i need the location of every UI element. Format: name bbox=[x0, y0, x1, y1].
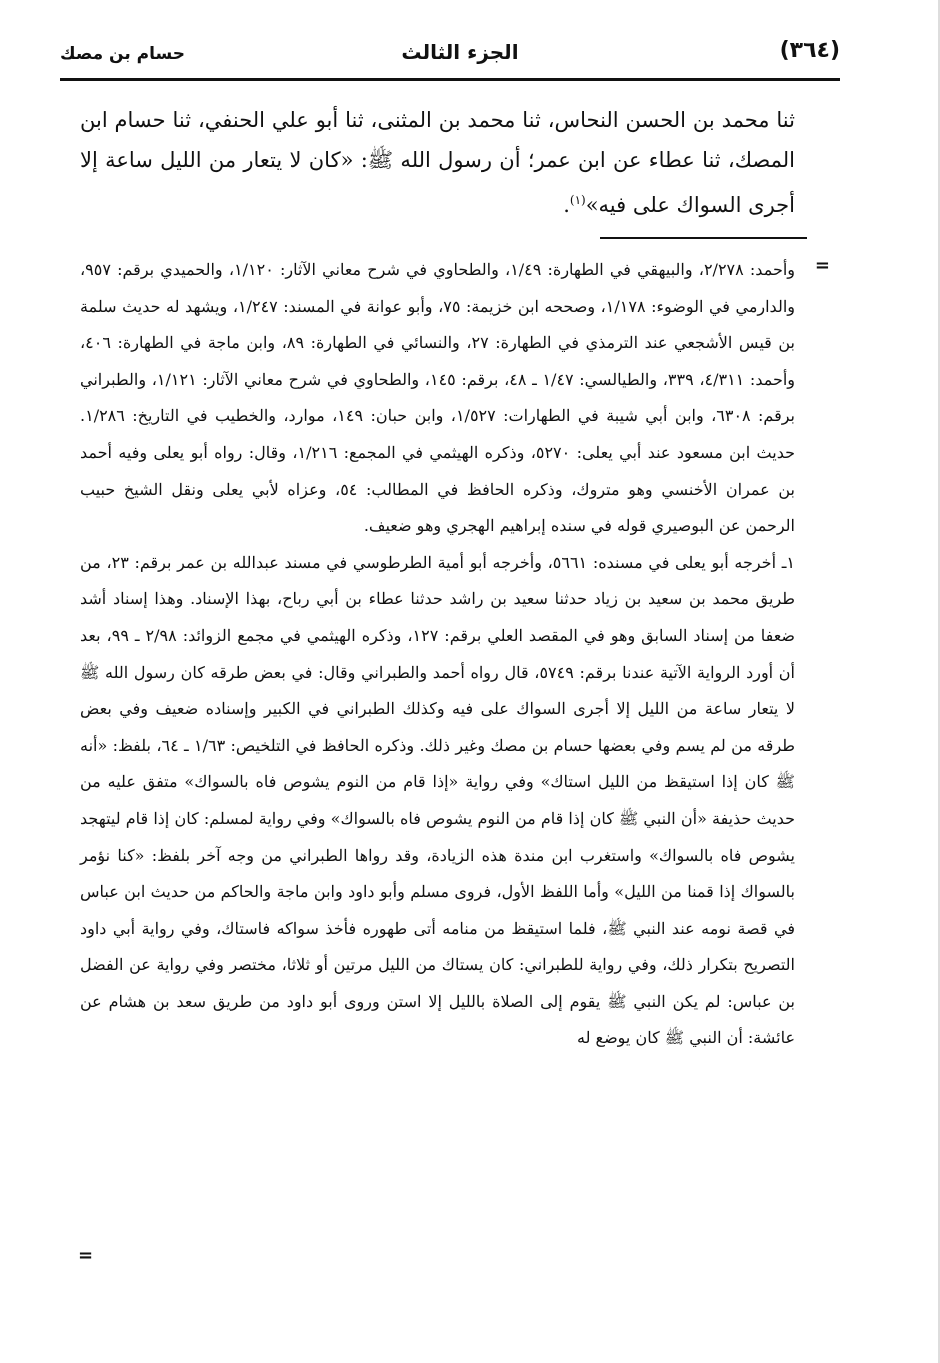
hadith-paragraph: ثنا محمد بن الحسن النحاس، ثنا محمد بن المثنى، ثنا أبو علي الحنفي، ثنا حسام ابن المصك، ثنا عطاء عن ابن عمر؛ أن رسول الله ﷺ: «كان لا يتعار من الليل ساعة إلا أجرى السواك على فيه»$^{(١)}$. bbox=[80, 108, 795, 217]
header-rule bbox=[60, 78, 840, 81]
part-title: الجزء الثالث bbox=[401, 40, 519, 64]
continues-next-page-mark: = bbox=[78, 1245, 94, 1266]
hadith-text: ثنا محمد بن الحسن النحاس، ثنا محمد بن المثنى، ثنا أبو علي الحنفي، ثنا حسام ابن المصك، ثنا عطاء عن ابن عمر؛ أن رسول الله ﷺ: «كان لا يتعار من الليل ساعة إلا أجرى السواك على فيه» bbox=[80, 108, 795, 217]
page-number: (٣٦٤) bbox=[779, 38, 840, 63]
footnote-separator bbox=[600, 237, 807, 239]
footnote-reference: (١) bbox=[569, 193, 586, 207]
footnotes bbox=[80, 252, 795, 1057]
page-header bbox=[60, 38, 840, 74]
footnote-1: ١ـ أخرجه أبو يعلى في مسنده: ٥٦٦١، وأخرجه أبو أمية الطرطوسي في مسند عبدالله بن عمر برقم: ٢٣، من طريق محمد بن سعيد بن زياد حدثنا سعيد بن راشد حدثنا عطاء بن أبي رباح، بهذا الإسناد. وهذا إسناد أشد ضعفا من إسناد السابق وهو في المقصد العلي برقم: ١٢٧، وذكره الهيثمي في مجمع الزوائد: ٢/٩٨ ـ ٩٩، بعد أن أورد الرواية الآتية عندنا برقم: ٥٧٤٩، قال رواه أحمد والطبراني وقال: في بعض طرقه كان رسول الله ﷺ لا يتعار ساعة من الليل إلا أجرى السواك على فيه وكذلك الطبراني في الكبير وإسناده ضعيف وفي بعض طرقه من لم يسم وفي بعضها حسام بن مصك وغير ذلك. وذكره الحافظ في التلخيص: ١/٦٣ ـ ٦٤، بلفظ: «أنه ﷺ كان إذا استيقظ من الليل استاك» وفي رواية «إذا قام من النوم يشوص فاه بالسواك» متفق عليه من حديث حذيفة «أن النبي ﷺ كان إذا قام من النوم يشوص فاه بالسواك» وفي رواية لمسلم: كان إذا قام ليتهجد يشوص فاه بالسواك» واستغرب ابن مندة هذه الزيادة، وقد رواها الطبراني من وجه آخر بلفظ: «كنا نؤمر بالسواك إذا قمنا من الليل» وأما اللفظ الأول، فروى مسلم وأبو داود وابن ماجة والحاكم من حديث ابن عباس في قصة نومه عند النبي ﷺ، فلما استيقظ من منامه أتى طهوره فأخذ سواكه فاستاك، وفي رواية أبي داود التصريح بتكرار ذلك، وفي رواية للطبراني: كان يستاك من الليل مرتين أو ثلاثا، مختصر وفي رواية عن الفضل بن عباس: لم يكن النبي ﷺ يقوم إلى الصلاة بالليل إلا استن وروى أبو داود من طريق سعد بن هشام عن عائشة: أن النبي ﷺ كان يوضع له bbox=[80, 552, 796, 1048]
continuation-mark: = bbox=[814, 255, 830, 276]
continued-footnote: وأحمد: ٢/٢٧٨، والبيهقي في الطهارة: ١/٤٩، والطحاوي في شرح معاني الآثار: ١/١٢٠، والحميدي برقم: ٩٥٧، والدارمي في الوضوء: ١/١٧٨، وصححه ابن خزيمة: ٧٥، وأبو عوانة في المسند: ١/٢٤٧، ويشهد له حديث سلمة بن قيس الأشجعي عند الترمذي في الطهارة: ٢٧، والنسائي في الطهارة: ٨٩، وابن ماجة في الطهارة: ٤٠٦، وأحمد: ٤/٣١١، ٣٣٩، والطيالسي: ١/٤٧ ـ ٤٨، برقم: ١٤٥، والطحاوي في شرح معاني الآثار: ١/١٢١، والطبراني برقم: ٦٣٠٨، وابن أبي شيبة في الطهارات: ١/٥٢٧، وابن حبان: ١٤٩، موارد، والخطيب في التاريخ: ١/٢٨٦. حديث ابن مسعود عند أبي يعلى: ٥٢٧٠، وذكره الهيثمي في المجمع: ١/٢١٦، وقال: رواه أبو يعلى وفيه أحمد بن عمران الأخنسي وهو متروك، وذكره الحافظ في المطالب: ٥٤، وعزاه لأبي يعلى ونقل الشيخ حبيب الرحمن عن البوصيري قوله في سنده إبراهيم الهجري وهو ضعيف. bbox=[80, 260, 796, 536]
running-header-name: حسام بن مصك bbox=[60, 44, 186, 64]
main-text bbox=[80, 100, 795, 225]
